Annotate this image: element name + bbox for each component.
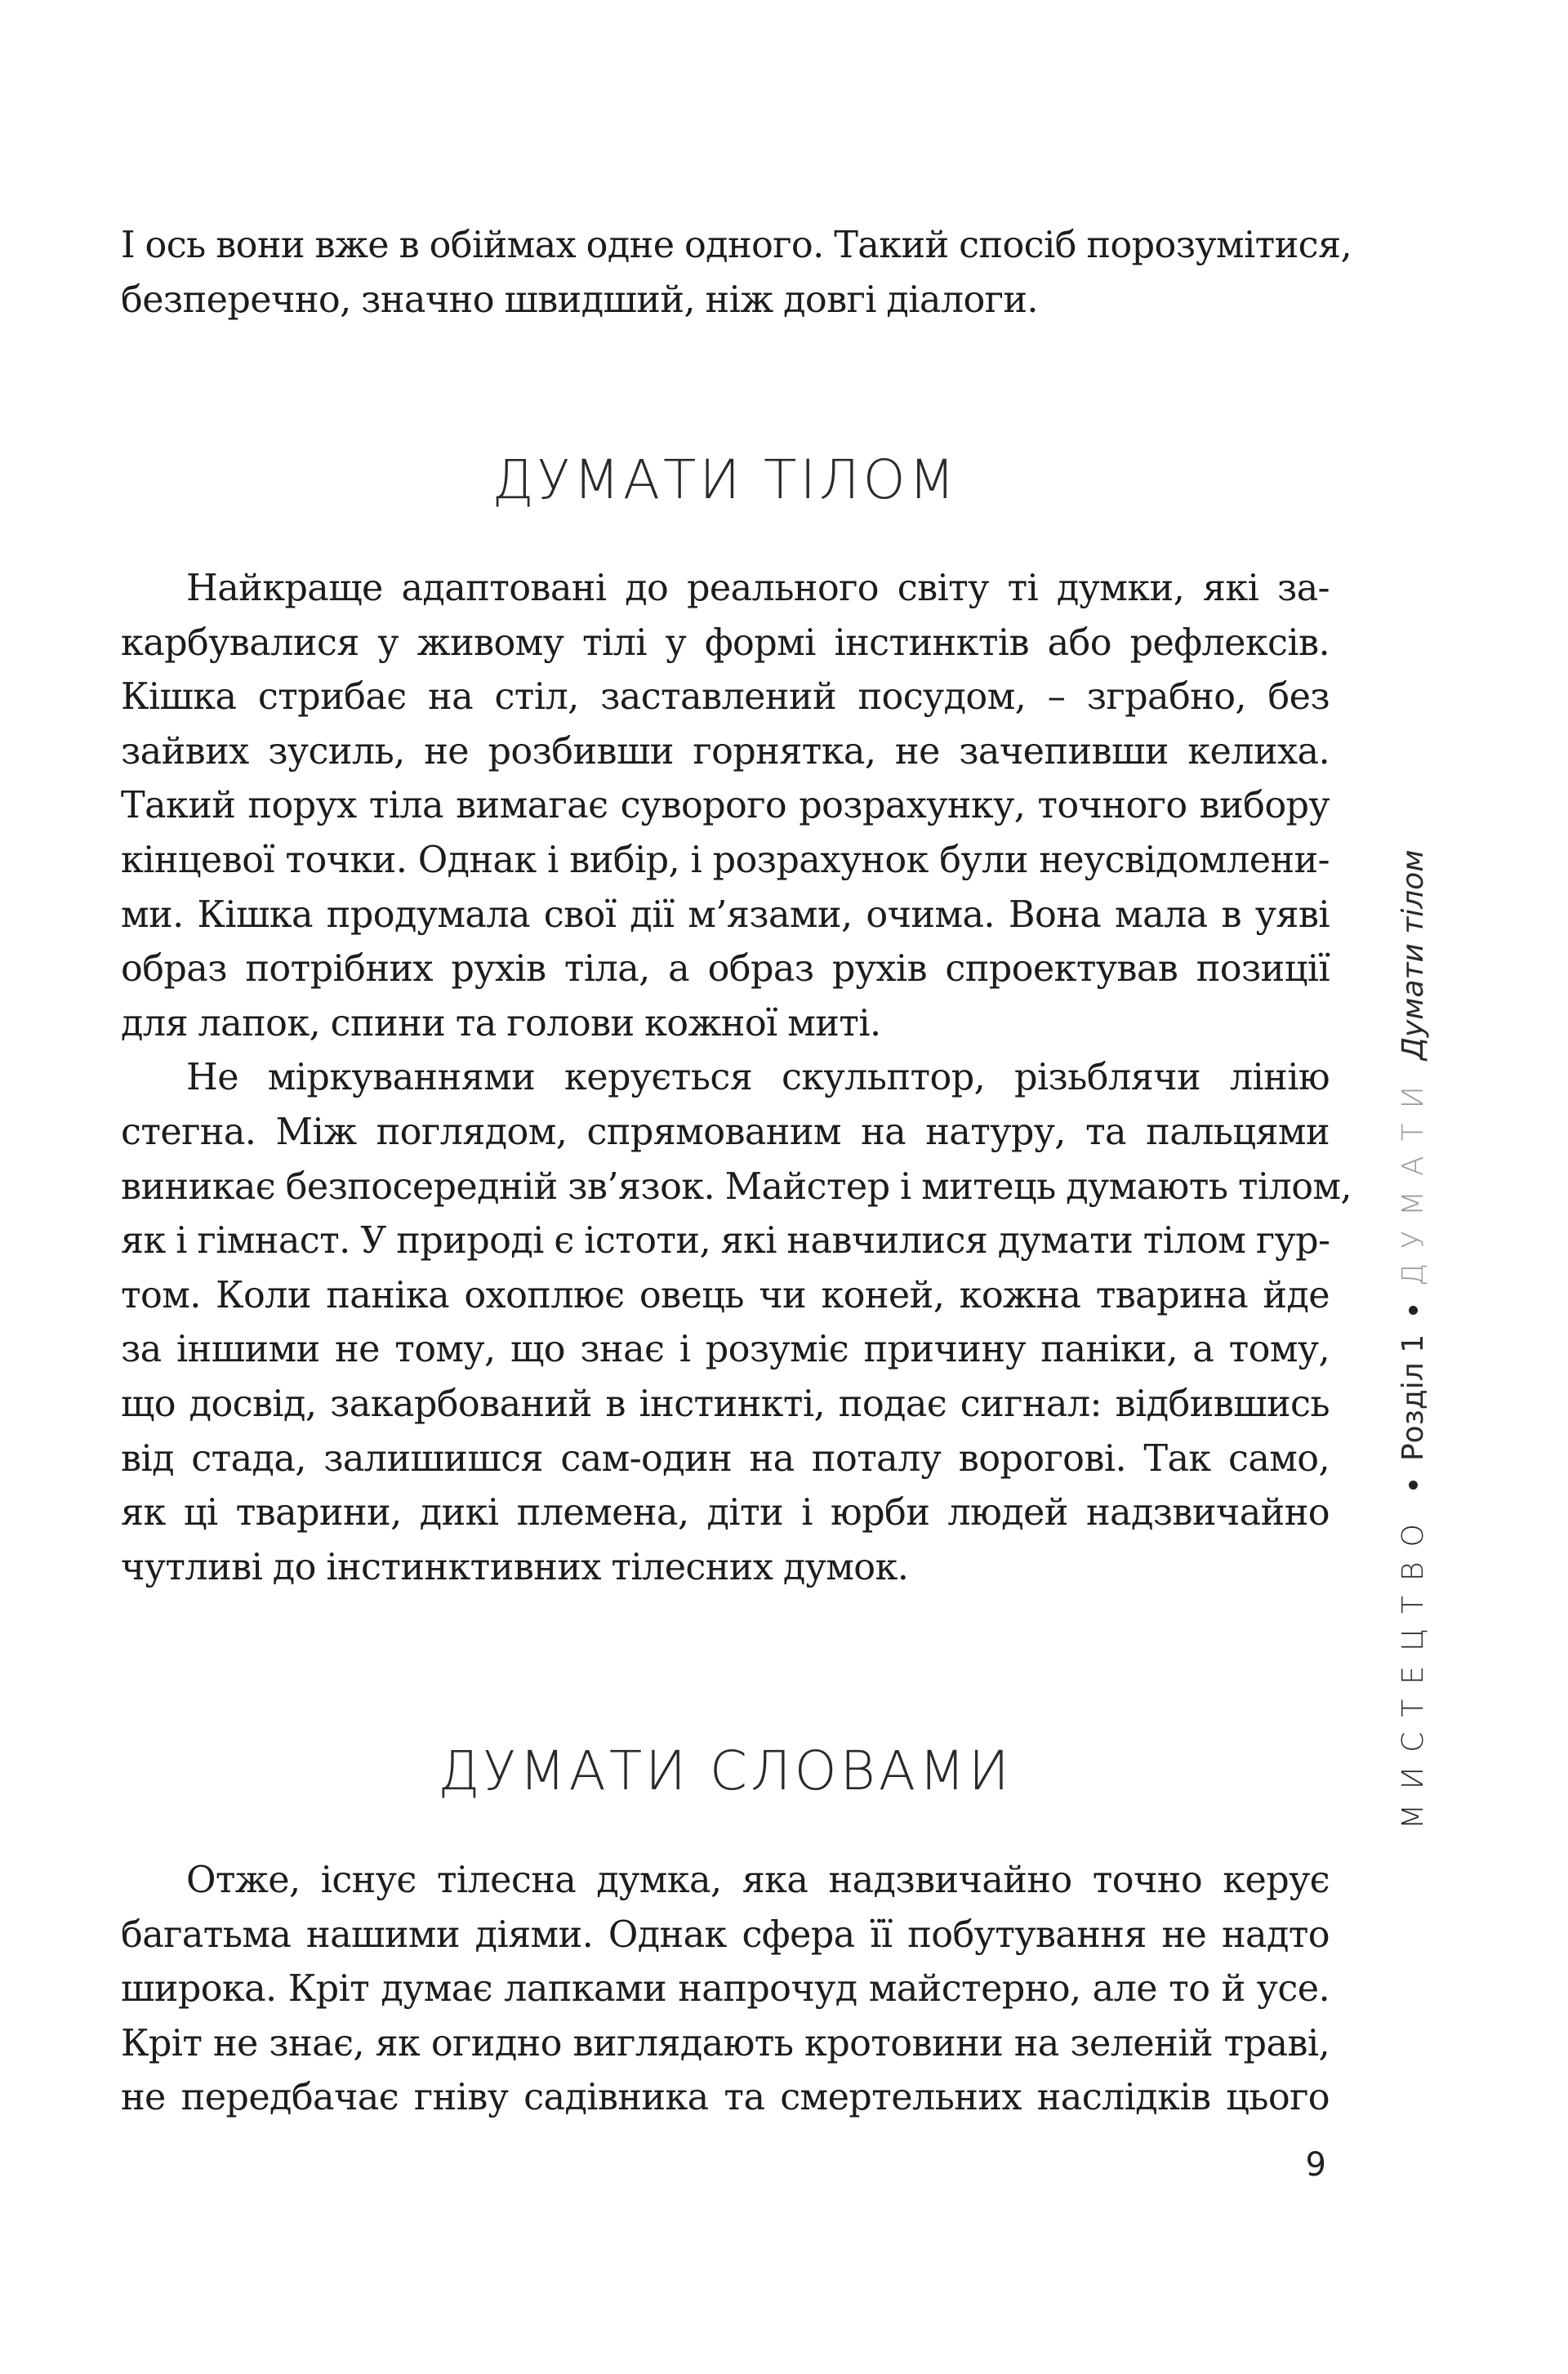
section-body-dumaty-tilom bbox=[121, 562, 1352, 1595]
text-line: як і гімнаст. У природі є істоти, які навчилися думати тілом гур- bbox=[121, 1220, 1330, 1263]
intro-paragraph bbox=[121, 219, 1352, 327]
text-line: кінцевої точки. Однак і вибір, і розрахунок були неусвідомлени- bbox=[121, 839, 1330, 881]
text-line: від стада, залишишся сам-один на поталу ворогові. Так само, bbox=[121, 1437, 1330, 1480]
text-line: Такий порух тіла вимагає суворого розрахунку, точного вибору bbox=[121, 785, 1330, 827]
section-heading-dumaty-slovamy: ДУМАТИ СЛОВАМИ bbox=[438, 1739, 1013, 1802]
text-line: ми. Кішка продумала свої дії м’язами, очима. Вона мала в уяві bbox=[121, 893, 1330, 936]
page-number: 9 bbox=[1305, 2146, 1326, 2184]
section-body-dumaty-slovamy bbox=[121, 1854, 1330, 2126]
text-line: Не міркуваннями керується скульптор, різьблячи лінію bbox=[186, 1057, 1330, 1099]
running-head bbox=[1392, 784, 1433, 1829]
text-line: як ці тварини, дикі племена, діти і юрби людей надзвичайно bbox=[121, 1492, 1330, 1534]
text-line: Кріт не знає, як огидно виглядають кротовини на зеленій траві, bbox=[121, 2022, 1330, 2064]
running-head-chapter: Розділ 1 bbox=[1396, 1334, 1430, 1462]
text-line: Отже, існує тілесна думка, яка надзвичайно точно керує bbox=[186, 1860, 1330, 1901]
text-line: стегна. Між поглядом, спрямованим на натуру, та пальцями bbox=[121, 1111, 1330, 1153]
text-line: зайвих зусиль, не розбивши горнятка, не зачепивши келиха. bbox=[121, 730, 1330, 773]
text-line: багатьма нашими діями. Однак сфера її побутування не надто bbox=[121, 1913, 1330, 1956]
text-line: карбувалися у живому тілі у формі інстинктів або рефлексів. bbox=[121, 621, 1330, 664]
text-line: образ потрібних рухів тіла, а образ рухів спроектував позиції bbox=[121, 948, 1330, 991]
separator-dot-icon bbox=[1409, 1481, 1418, 1490]
text-line: чутливі до інстинктивних тілесних думок. bbox=[121, 1546, 909, 1588]
running-head-part: ДУМАТИ bbox=[1396, 1071, 1430, 1286]
text-line: для лапок, спини та голови кожної миті. bbox=[121, 1002, 881, 1044]
separator-dot-icon bbox=[1409, 1306, 1418, 1315]
text-line: Найкраще адаптовані до реального світу ті думки, які за- bbox=[186, 568, 1330, 609]
text-line: Кішка стрибає на стіл, заставлений посудом, – зграбно, без bbox=[121, 676, 1330, 719]
section-heading-dumaty-tilom: ДУМАТИ ТІЛОМ bbox=[492, 448, 959, 511]
running-head-book: МИСТЕЦТВО bbox=[1396, 1509, 1430, 1829]
text-line: І ось вони вже в обіймах одне одного. Такий спосіб порозумітися, bbox=[121, 225, 1352, 266]
text-line: за іншими не тому, що знає і розуміє причину паніки, а тому, bbox=[121, 1329, 1330, 1371]
text-line: не передбачає гніву садівника та смертельних наслідків цього bbox=[121, 2077, 1330, 2119]
text-line: виникає безпосередній зв’язок. Майстер і митець думають тілом, bbox=[121, 1165, 1352, 1208]
text-line: том. Коли паніка охоплює овець чи коней, кожна тварина йде bbox=[121, 1274, 1330, 1316]
text-line: безперечно, значно швидший, ніж довгі діалоги. bbox=[121, 278, 1038, 321]
text-line: широка. Кріт думає лапками напрочуд майстерно, але то й усе. bbox=[121, 1968, 1330, 2011]
text-line: що досвід, закарбований в інстинкті, подає сигнал: відбившись bbox=[121, 1383, 1330, 1425]
running-head-section: Думати тілом bbox=[1396, 849, 1430, 1061]
